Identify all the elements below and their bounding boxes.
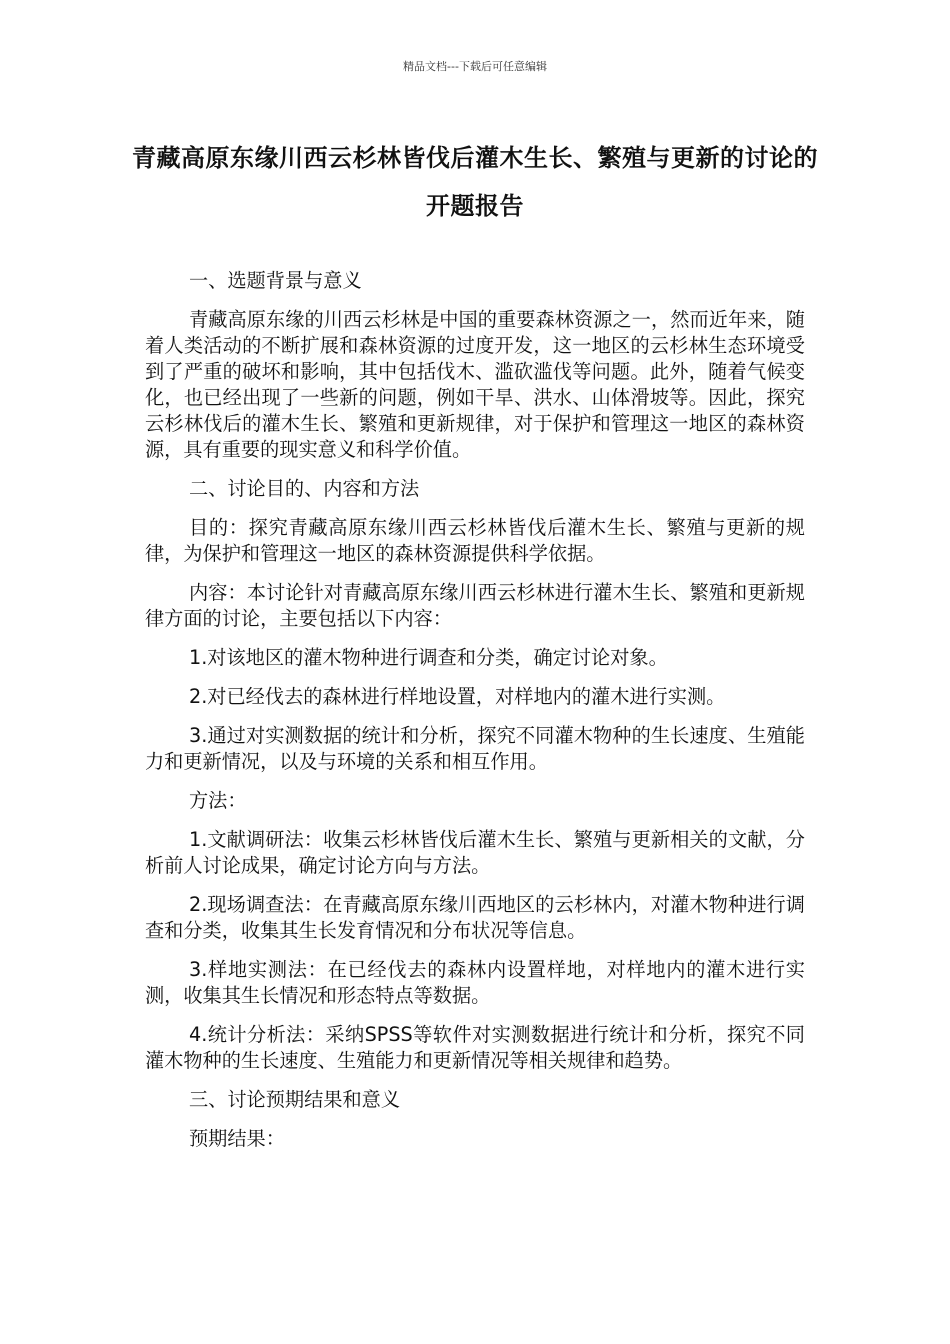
page-header: 精品文档---下载后可任意编辑 bbox=[403, 60, 547, 73]
paragraph-content: 内容：本讨论针对青藏高原东缘川西云杉林进行灌木生长、繁殖和更新规律方面的讨论，主要包括以下内容： bbox=[145, 581, 805, 630]
section-heading-purpose: 二、讨论目的、内容和方法 bbox=[189, 477, 420, 500]
paragraph-expected-results: 预期结果： bbox=[189, 1127, 285, 1150]
list-item-content-2: 2.对已经伐去的森林进行样地设置，对样地内的灌木进行实测。 bbox=[189, 685, 726, 708]
paragraph-methods-heading: 方法： bbox=[189, 789, 247, 812]
paragraph-background: 青藏高原东缘的川西云杉林是中国的重要森林资源之一，然而近年来，随着人类活动的不断扩展和森林资源的过度开发，这一地区的云杉林生态环境受到了严重的破坏和影响，其中包括伐木、滥砍滥伐等问题。此外，随着气候变化，也已经出现了一些新的问题，例如干旱、洪水、山体滑坡等。因此，探究云杉林伐后的灌木生长、繁殖和更新规律，对于保护和管理这一地区的森林资源，具有重要的现实意义和科学价值。 bbox=[145, 308, 805, 461]
section-heading-background: 一、选题背景与意义 bbox=[189, 269, 362, 292]
document-body bbox=[145, 268, 805, 1165]
document-title: 青藏高原东缘川西云杉林皆伐后灌木生长、繁殖与更新的讨论的开题报告 bbox=[132, 144, 818, 220]
list-item-content-3: 3.通过对实测数据的统计和分析，探究不同灌木物种的生长速度、生殖能力和更新情况，以及与环境的关系和相互作用。 bbox=[145, 724, 805, 773]
paragraph-purpose: 目的：探究青藏高原东缘川西云杉林皆伐后灌木生长、繁殖与更新的规律，为保护和管理这一地区的森林资源提供科学依据。 bbox=[145, 516, 805, 565]
list-item-method-4: 4.统计分析法：采纳SPSS等软件对实测数据进行统计和分析，探究不同灌木物种的生长速度、生殖能力和更新情况等相关规律和趋势。 bbox=[145, 1023, 805, 1072]
list-item-content-1: 1.对该地区的灌木物种进行调查和分类，确定讨论对象。 bbox=[189, 646, 668, 669]
list-item-method-2: 2.现场调查法：在青藏高原东缘川西地区的云杉林内，对灌木物种进行调查和分类，收集其生长发育情况和分布状况等信息。 bbox=[145, 893, 805, 942]
list-item-method-3: 3.样地实测法：在已经伐去的森林内设置样地，对样地内的灌木进行实测，收集其生长情况和形态特点等数据。 bbox=[145, 958, 805, 1007]
list-item-method-1: 1.文献调研法：收集云杉林皆伐后灌木生长、繁殖与更新相关的文献，分析前人讨论成果，确定讨论方向与方法。 bbox=[145, 828, 805, 877]
section-heading-results: 三、讨论预期结果和意义 bbox=[189, 1088, 401, 1111]
